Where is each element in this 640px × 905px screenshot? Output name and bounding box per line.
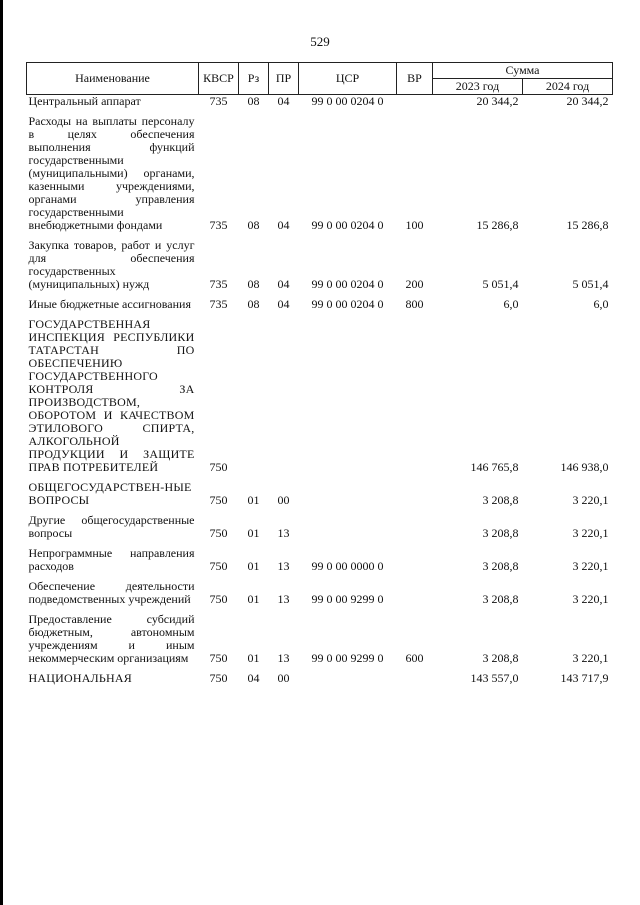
row-csr: [299, 318, 397, 481]
row-csr: [299, 672, 397, 685]
row-kvsr: 750: [209, 671, 228, 685]
row-kvsr: 750: [209, 651, 228, 665]
row-csr: 99 0 00 0204 0: [311, 277, 384, 291]
header-year-2024: 2024 год: [523, 79, 613, 95]
row-name: Расходы на выплаты персоналу в целях обеспечения выполнения функций государственными (муниципальными) органами, казенными учреждениями, органами управления государственными внебюджетными фондами: [28, 114, 195, 232]
budget-table: [26, 62, 613, 685]
row-rz: 04: [247, 671, 260, 685]
row-pr: 13: [277, 651, 290, 665]
row-csr: 99 0 00 9299 0: [311, 651, 384, 665]
row-pr: 04: [277, 297, 290, 311]
table-row: [27, 239, 613, 298]
row-sum-2024: 20 344,2: [566, 94, 609, 108]
row-kvsr: 735: [209, 94, 228, 108]
row-rz: 01: [247, 651, 260, 665]
row-vr: [397, 318, 433, 481]
header-kvsr: КВСР: [199, 63, 239, 95]
header-year-2023: 2023 год: [433, 79, 523, 95]
row-csr: [299, 481, 397, 514]
row-vr: 600: [405, 651, 424, 665]
row-vr: [397, 481, 433, 514]
row-rz: 01: [247, 559, 260, 573]
row-pr: 13: [277, 526, 290, 540]
page-left-edge: [0, 0, 3, 905]
row-rz: 01: [247, 592, 260, 606]
row-name: Центральный аппарат: [28, 94, 141, 108]
table-row: [27, 580, 613, 613]
row-rz: 08: [247, 218, 260, 232]
row-csr: 99 0 00 0204 0: [311, 297, 384, 311]
row-vr: [397, 514, 433, 547]
row-sum-2024: 3 220,1: [572, 651, 609, 665]
row-name: Предоставление субсидий бюджетным, автономным учреждениям и иным некоммерческим организациям: [28, 612, 195, 665]
table-body: [27, 95, 613, 686]
row-pr: 04: [277, 94, 290, 108]
header-name: Наименование: [27, 63, 199, 95]
header-csr: ЦСР: [299, 63, 397, 95]
row-vr: [397, 547, 433, 580]
header-rz: Рз: [239, 63, 269, 95]
header-pr: ПР: [269, 63, 299, 95]
table-row: [27, 481, 613, 514]
row-name: Непрограммные направления расходов: [28, 546, 195, 573]
table-row: [27, 547, 613, 580]
row-sum-2023: 15 286,8: [476, 218, 519, 232]
table-row: [27, 95, 613, 116]
row-rz: 08: [247, 297, 260, 311]
row-sum-2024: 3 220,1: [572, 559, 609, 573]
row-vr: 800: [405, 297, 424, 311]
row-name: Закупка товаров, работ и услуг для обеспечения государственных (муниципальных) нужд: [28, 238, 195, 291]
row-sum-2024: 15 286,8: [566, 218, 609, 232]
row-kvsr: 750: [209, 559, 228, 573]
row-sum-2024: 146 938,0: [560, 460, 609, 474]
row-pr: 00: [277, 493, 290, 507]
row-csr: 99 0 00 0000 0: [311, 559, 384, 573]
row-name: ГОСУДАРСТВЕННАЯ ИНСПЕКЦИЯ РЕСПУБЛИКИ ТАТАРСТАН ПО ОБЕСПЕЧЕНИЮ ГОСУДАРСТВЕННОГО КОНТРОЛЯ ЗА ПРОИЗВОДСТВОМ, ОБОРОТОМ И КАЧЕСТВОМ ЭТИЛОВОГО СПИРТА, АЛКОГОЛЬНОЙ ПРОДУКЦИИ И ЗАЩИТЕ ПРАВ ПОТРЕБИТЕЛЕЙ: [28, 317, 195, 474]
row-csr: [299, 514, 397, 547]
page-number: 529: [310, 34, 330, 49]
row-pr: 13: [277, 592, 290, 606]
row-kvsr: 750: [209, 526, 228, 540]
row-vr: [397, 580, 433, 613]
table-row: [27, 115, 613, 239]
row-sum-2023: 3 208,8: [482, 651, 519, 665]
table-row: [27, 298, 613, 318]
row-sum-2024: 3 220,1: [572, 592, 609, 606]
row-pr: 04: [277, 277, 290, 291]
row-sum-2024: 6,0: [593, 297, 609, 311]
row-vr: [397, 95, 433, 116]
row-rz: 08: [247, 94, 260, 108]
row-kvsr: 750: [209, 460, 228, 474]
row-name: Другие общегосударственные вопросы: [28, 513, 195, 540]
row-sum-2023: 146 765,8: [470, 460, 519, 474]
row-sum-2023: 143 557,0: [470, 671, 519, 685]
table-row: [27, 672, 613, 685]
row-kvsr: 735: [209, 218, 228, 232]
row-sum-2024: 143 717,9: [560, 671, 609, 685]
row-name: Обеспечение деятельности подведомственных учреждений: [28, 579, 195, 606]
row-sum-2023: 5 051,4: [482, 277, 519, 291]
row-name: ОБЩЕГОСУДАРСТВЕН-НЫЕ ВОПРОСЫ: [28, 480, 192, 507]
row-name: НАЦИОНАЛЬНАЯ: [28, 671, 132, 685]
row-sum-2023: 3 208,8: [482, 592, 519, 606]
row-sum-2024: 3 220,1: [572, 493, 609, 507]
header-sum: Сумма: [433, 63, 613, 79]
row-vr: 100: [405, 218, 424, 232]
row-sum-2023: 3 208,8: [482, 526, 519, 540]
row-vr: 200: [405, 277, 424, 291]
row-sum-2023: 20 344,2: [476, 94, 519, 108]
row-kvsr: 735: [209, 297, 228, 311]
row-sum-2024: 3 220,1: [572, 526, 609, 540]
row-csr: 99 0 00 9299 0: [311, 592, 384, 606]
row-rz: 01: [247, 493, 260, 507]
table-header: [27, 63, 613, 95]
row-kvsr: 750: [209, 493, 228, 507]
row-pr: 13: [277, 559, 290, 573]
row-csr: 99 0 00 0204 0: [311, 218, 384, 232]
row-sum-2023: 3 208,8: [482, 559, 519, 573]
header-vr: ВР: [397, 63, 433, 95]
row-pr: [269, 318, 299, 481]
row-sum-2024: 5 051,4: [572, 277, 609, 291]
row-rz: [239, 318, 269, 481]
row-kvsr: 750: [209, 592, 228, 606]
row-csr: 99 0 00 0204 0: [311, 94, 384, 108]
row-vr: [397, 672, 433, 685]
row-name: Иные бюджетные ассигнования: [28, 297, 191, 311]
row-kvsr: 735: [209, 277, 228, 291]
row-pr: 00: [277, 671, 290, 685]
row-pr: 04: [277, 218, 290, 232]
row-sum-2023: 6,0: [503, 297, 519, 311]
table-row: [27, 514, 613, 547]
table-row: [27, 318, 613, 481]
table-row: [27, 613, 613, 672]
row-sum-2023: 3 208,8: [482, 493, 519, 507]
row-rz: 08: [247, 277, 260, 291]
row-rz: 01: [247, 526, 260, 540]
